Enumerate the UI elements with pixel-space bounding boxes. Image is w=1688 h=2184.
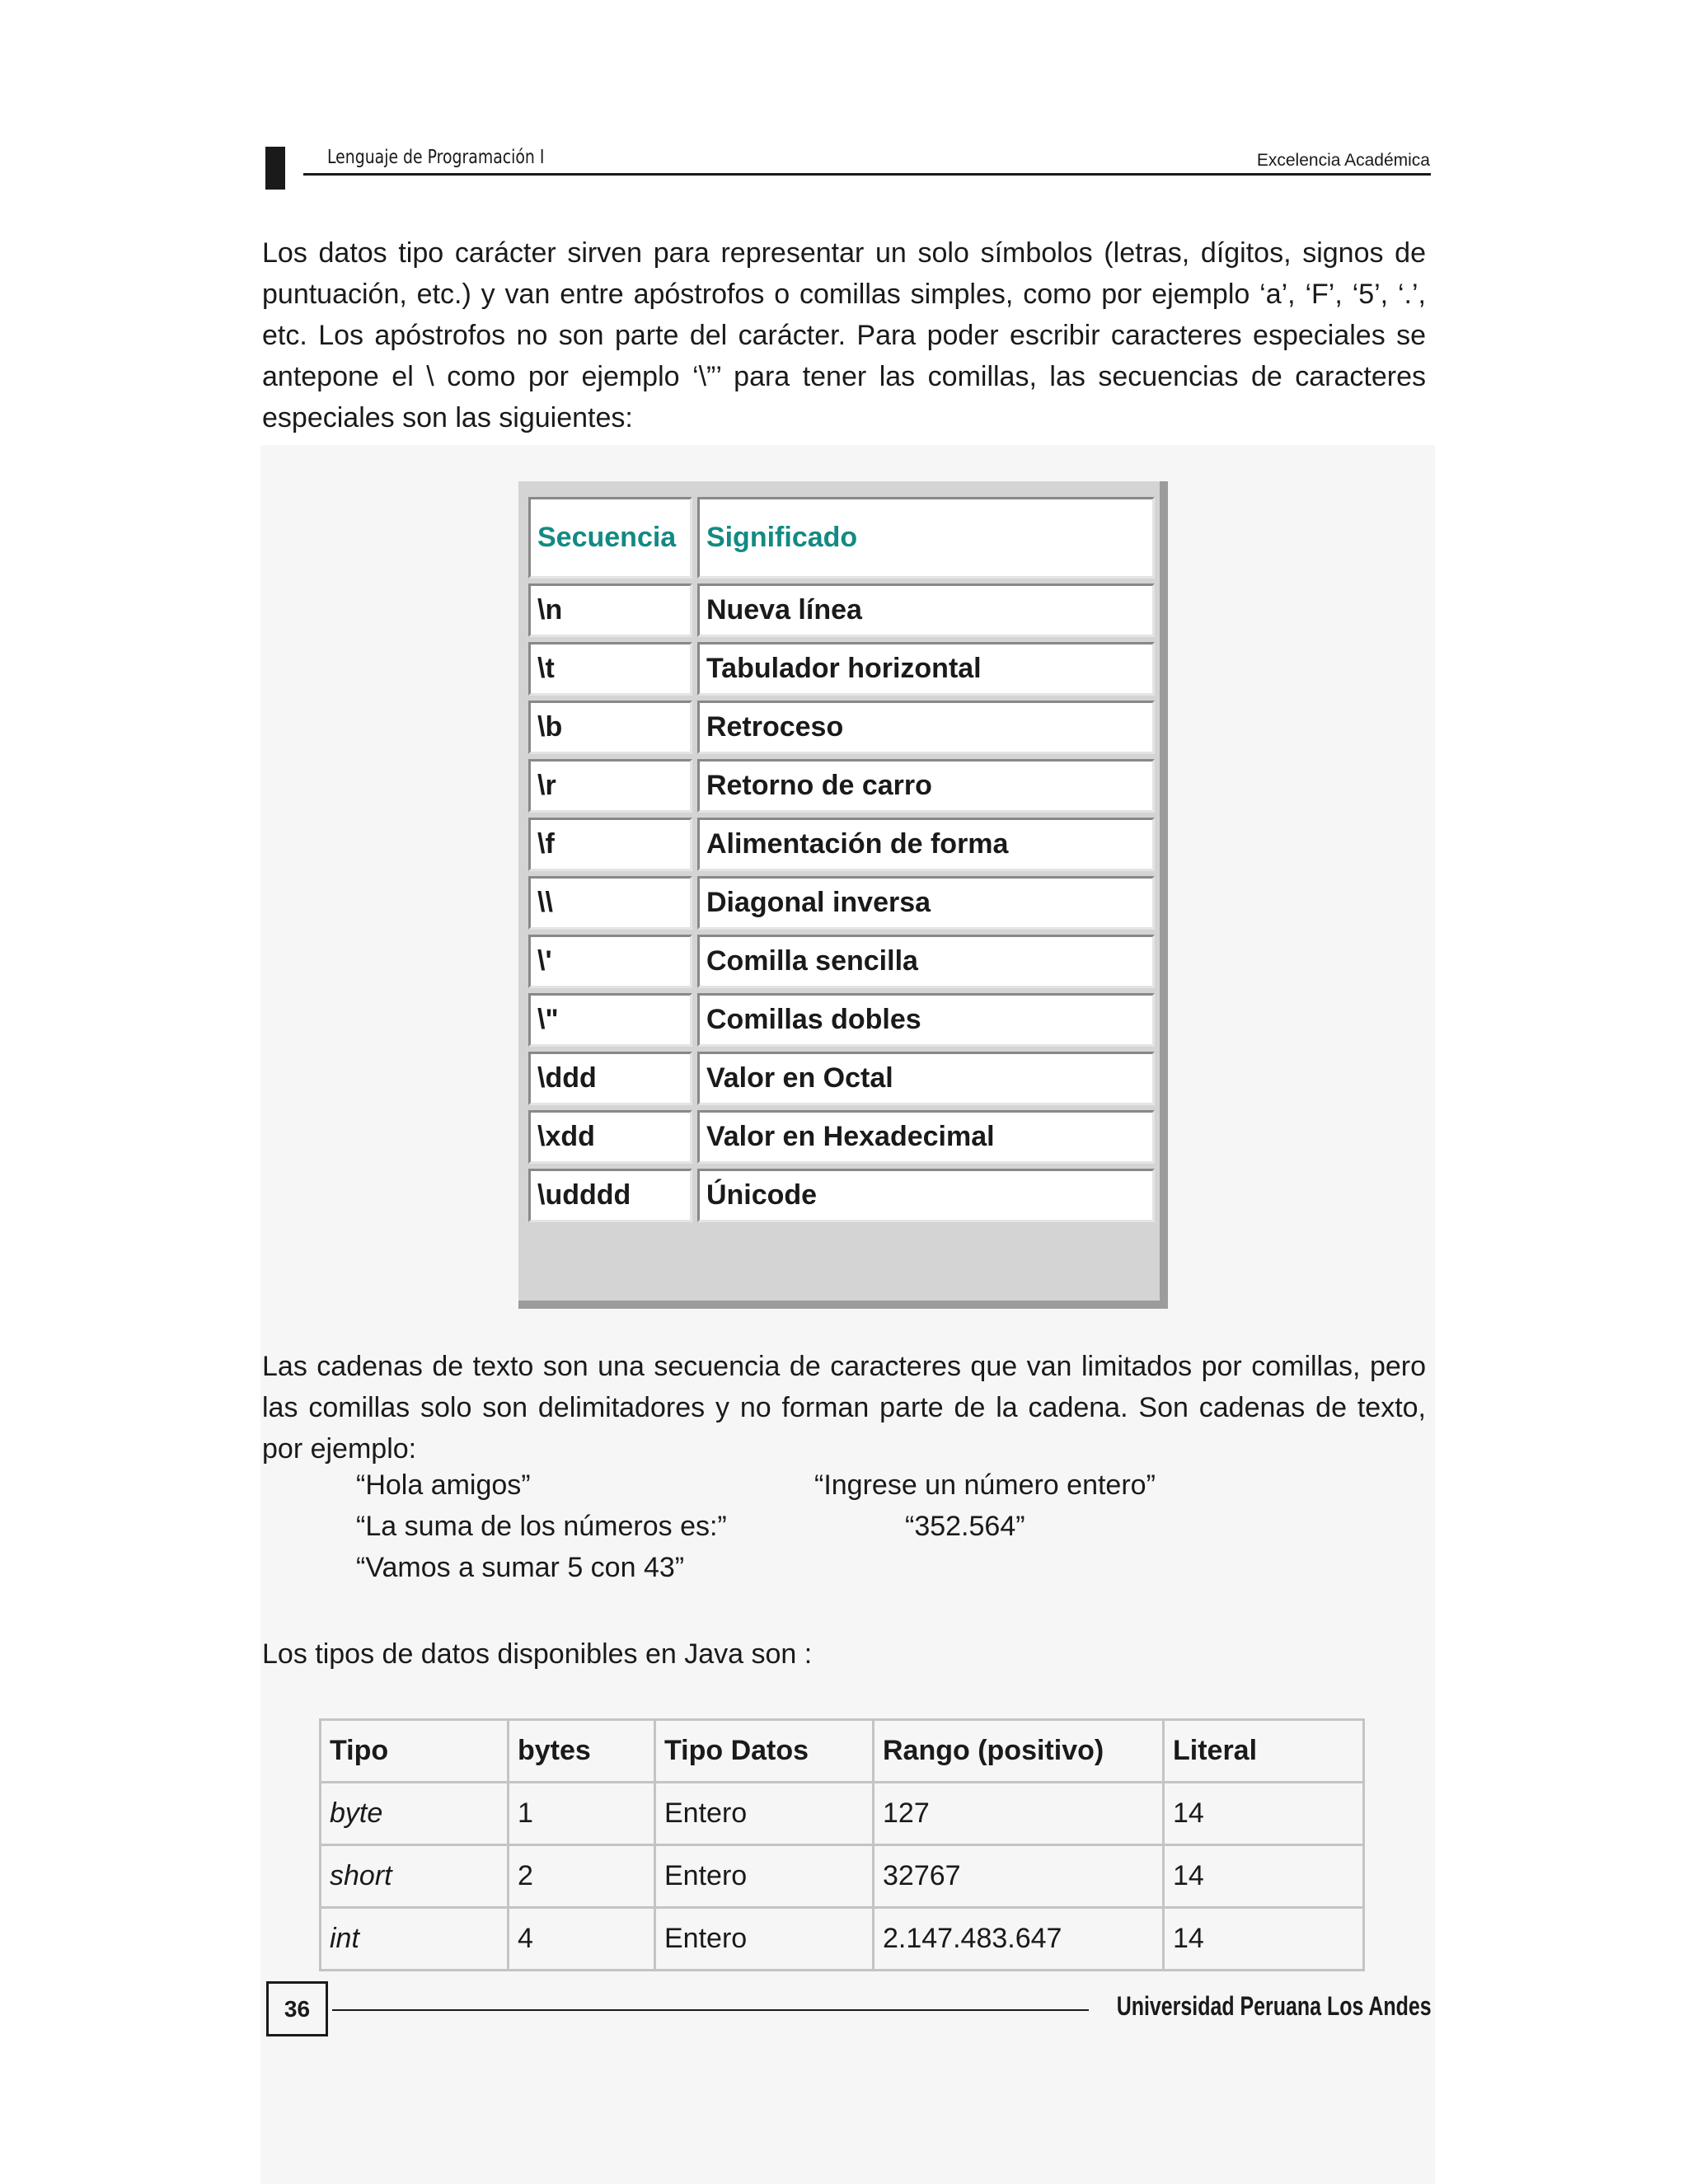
- escape-table-header: [528, 497, 1155, 579]
- sequence-cell: \xdd: [528, 1110, 692, 1164]
- table-row: [321, 1908, 1364, 1971]
- table-row: [528, 1110, 1155, 1164]
- header-cell-bytes: bytes: [509, 1720, 655, 1783]
- table-row: [528, 701, 1155, 754]
- table-row: [528, 642, 1155, 696]
- header-rule: [303, 173, 1431, 176]
- escape-sequence-table: [518, 481, 1168, 1309]
- table-row: [528, 993, 1155, 1047]
- table-row: [528, 1169, 1155, 1222]
- header-cell-significado: Significado: [697, 497, 1155, 579]
- sequence-cell: \ddd: [528, 1052, 692, 1105]
- sequence-cell: \r: [528, 759, 692, 813]
- table-row: [528, 935, 1155, 988]
- literal-cell: 14: [1164, 1908, 1364, 1971]
- meaning-cell: Diagonal inversa: [697, 876, 1155, 930]
- example-string: “Ingrese un número entero”: [814, 1469, 1156, 1501]
- intro-paragraph: Los datos tipo carácter sirven para representar un solo símbolos (letras, dígitos, signos de puntuación, etc.) y van entre apóstrofos o comillas simples, como por ejemplo ‘a’, ‘F’, ‘5’, ‘.’, etc. Los apóstrofos no son parte del carácter. Para poder escribir caracteres especiales se antepone el \ como por ejemplo ‘\”’ para tener las comillas, las secuencias de caracteres especiales son las siguientes:: [262, 237, 1426, 434]
- range-cell: 2.147.483.647: [874, 1908, 1164, 1971]
- meaning-cell: Alimentación de forma: [697, 818, 1155, 871]
- example-string: “La suma de los números es:”: [356, 1511, 727, 1542]
- table-row: [528, 876, 1155, 930]
- table-row: [321, 1845, 1364, 1908]
- sequence-cell: \n: [528, 583, 692, 637]
- type-cell: short: [321, 1845, 509, 1908]
- escape-table-grid: [523, 492, 1160, 1227]
- table-row: [321, 1783, 1364, 1845]
- table-row: [528, 1052, 1155, 1105]
- header-mark: [265, 147, 285, 190]
- meaning-cell: Comillas dobles: [697, 993, 1155, 1047]
- literal-cell: 14: [1164, 1845, 1364, 1908]
- bytes-cell: 2: [509, 1845, 655, 1908]
- data-kind-cell: Entero: [655, 1845, 874, 1908]
- data-types-table: [319, 1718, 1365, 1971]
- range-cell: 32767: [874, 1845, 1164, 1908]
- header-cell-tipo-datos: Tipo Datos: [655, 1720, 874, 1783]
- meaning-cell: Comilla sencilla: [697, 935, 1155, 988]
- meaning-cell: Valor en Octal: [697, 1052, 1155, 1105]
- strings-paragraph: Las cadenas de texto son una secuencia de caracteres que van limitados por comillas, pero las comillas solo son delimitadores y no forman parte de la cadena. Son cadenas de texto, por ejemplo:: [262, 1351, 1426, 1465]
- meaning-cell: Retorno de carro: [697, 759, 1155, 813]
- meaning-cell: Nueva línea: [697, 583, 1155, 637]
- header-cell-rango: Rango (positivo): [874, 1720, 1164, 1783]
- table-row: [528, 818, 1155, 871]
- data-kind-cell: Entero: [655, 1783, 874, 1845]
- table-row: [528, 583, 1155, 637]
- type-cell: int: [321, 1908, 509, 1971]
- bytes-cell: 4: [509, 1908, 655, 1971]
- meaning-cell: Retroceso: [697, 701, 1155, 754]
- footer-university: Universidad Peruana Los Andes: [1117, 1991, 1432, 2021]
- header-cell-literal: Literal: [1164, 1720, 1364, 1783]
- page-number: 36: [266, 1981, 328, 2036]
- sequence-cell: \f: [528, 818, 692, 871]
- sequence-cell: \\: [528, 876, 692, 930]
- types-table-header: [321, 1720, 1364, 1783]
- footer-rule: [332, 2009, 1089, 2011]
- header-cell-secuencia: Secuencia: [528, 497, 692, 579]
- header-right-text: Excelencia Académica: [1256, 151, 1430, 170]
- sequence-cell: \t: [528, 642, 692, 696]
- types-intro: Los tipos de datos disponibles en Java son :: [262, 1638, 813, 1670]
- table-row: [528, 759, 1155, 813]
- sequence-cell: \b: [528, 701, 692, 754]
- type-cell: byte: [321, 1783, 509, 1845]
- header-title: Lenguaje de Programación I: [327, 147, 545, 168]
- literal-cell: 14: [1164, 1783, 1364, 1845]
- header-cell-tipo: Tipo: [321, 1720, 509, 1783]
- data-kind-cell: Entero: [655, 1908, 874, 1971]
- meaning-cell: Valor en Hexadecimal: [697, 1110, 1155, 1164]
- sequence-cell: \': [528, 935, 692, 988]
- range-cell: 127: [874, 1783, 1164, 1845]
- sequence-cell: \": [528, 993, 692, 1047]
- meaning-cell: Únicode: [697, 1169, 1155, 1222]
- example-string: “Vamos a sumar 5 con 43”: [356, 1552, 685, 1583]
- meaning-cell: Tabulador horizontal: [697, 642, 1155, 696]
- example-string: “Hola amigos”: [356, 1469, 531, 1501]
- example-string: “352.564”: [905, 1511, 1025, 1542]
- bytes-cell: 1: [509, 1783, 655, 1845]
- sequence-cell: \udddd: [528, 1169, 692, 1222]
